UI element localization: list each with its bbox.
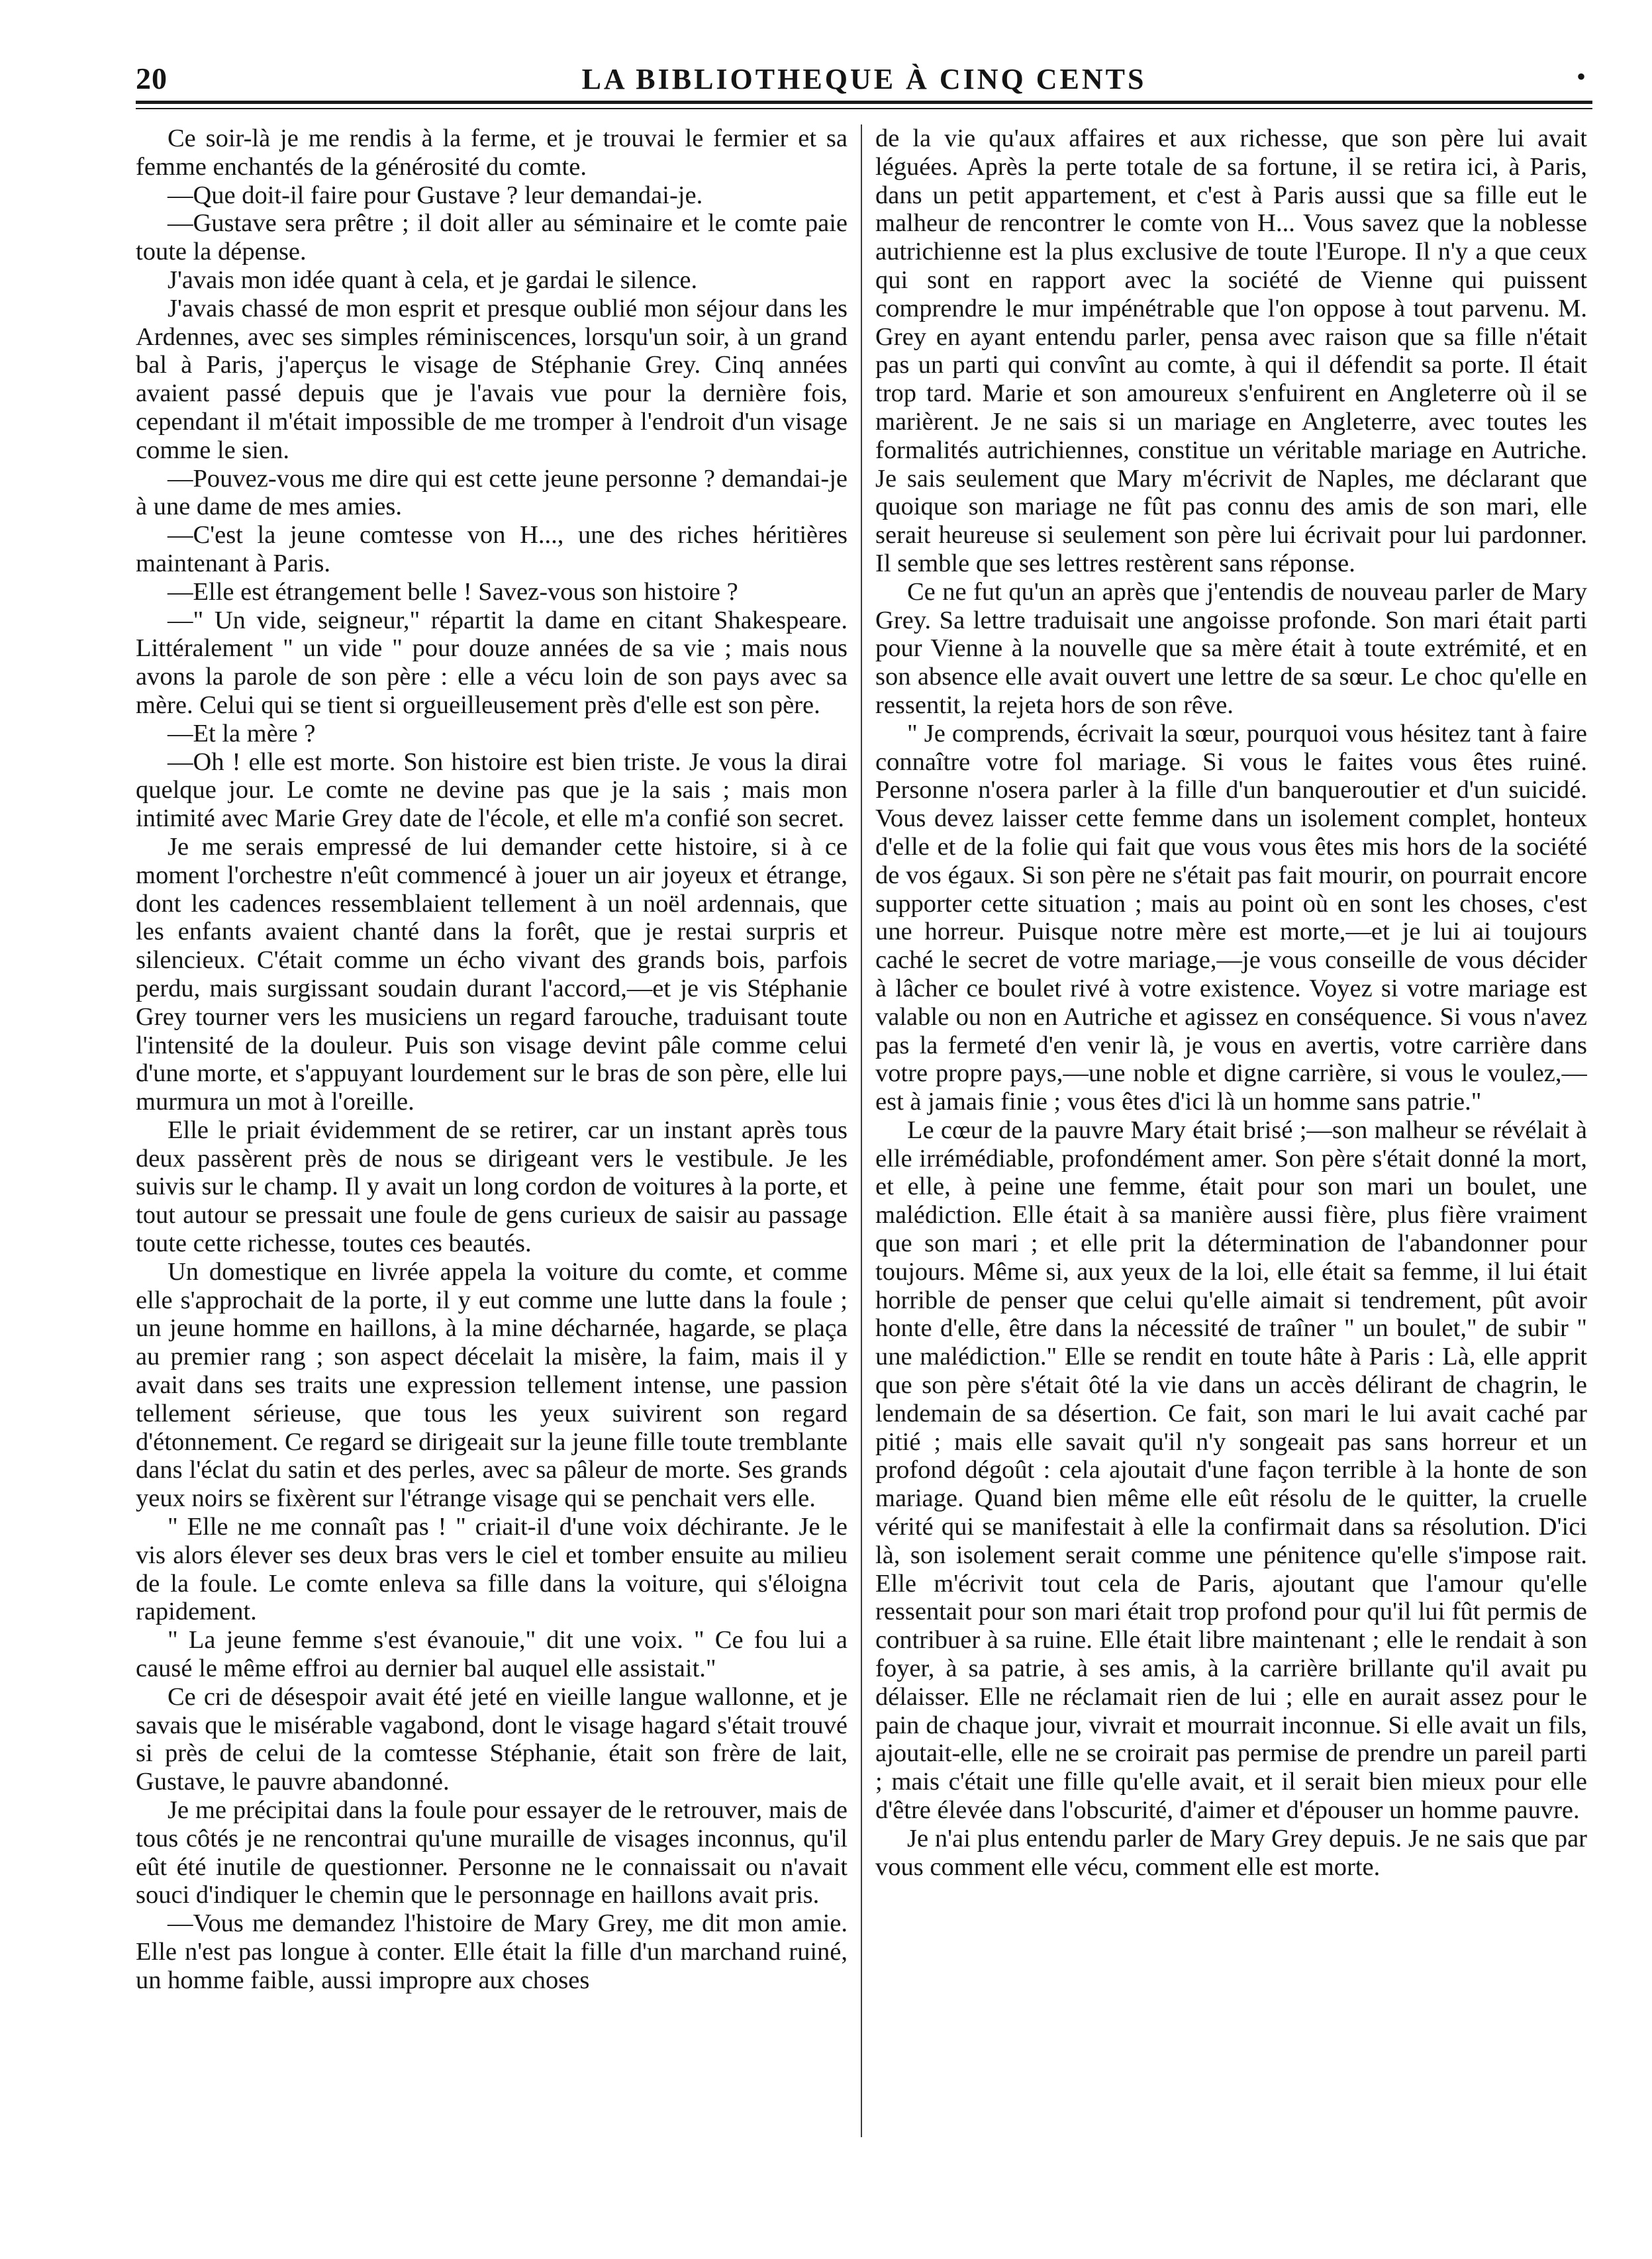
header-rule-thin	[136, 108, 1592, 109]
paragraph: —Oh ! elle est morte. Son histoire est bien triste. Je vous la dirai quelque jour. Le comte ne devine pas que je la sais ; mais mon intimité avec Marie Grey date de l'école, et elle m'a confié son secret.	[136, 747, 848, 833]
paragraph: J'avais chassé de mon esprit et presque oublié mon séjour dans les Ardennes, avec ses simples réminiscences, lorsqu'un soir, à un grand bal à Paris, j'aperçus le visage de Stéphanie Grey. Cinq années avaient passé depuis que je l'avais vue pour la dernière fois, cependant il m'était impossible de me tromper à l'endroit d'un visage comme le sien.	[136, 294, 848, 464]
paragraph: de la vie qu'aux affaires et aux richesse, que son père lui avait léguées. Après la perte totale de sa fortune, il se retira ici, à Paris, dans un petit appartement, et c'est à Paris aussi que sa fille eut le malheur de rencontrer le comte von H... Vous savez que la noblesse autrichienne est la plus exclusive de toute l'Europe. Il n'y a que ceux qui sont en rapport avec la société de Vienne qui puissent comprendre le mur impénétrable que l'on oppose à tout parvenu. M. Grey en ayant entendu parler, pensa avec raison que sa fille n'était pas un parti qui convînt au comte, à qui il défendit sa porte. Il était trop tard. Marie et son amoureux s'enfuirent en Angleterre où il se marièrent. Je ne sais si un mariage en Angleterre, avec toutes les formalités autrichiennes, constitue un véritable mariage en Autriche. Je sais seulement que Mary m'écrivit de Naples, me déclarant que quoique son mariage ne fût pas connu des amis de son mari, elle serait heureuse si seulement son père lui écrivait pour lui pardonner. Il semble que ses lettres restèrent sans réponse.	[875, 124, 1587, 577]
paragraph: Ce cri de désespoir avait été jeté en vieille langue wallonne, et je savais que le misérable vagabond, dont le visage hagard s'était trouvé si près de celui de la comtesse Stéphanie, était son frère de lait, Gustave, le pauvre abandonné.	[136, 1682, 848, 1796]
paragraph: J'avais mon idée quant à cela, et je gardai le silence.	[168, 265, 698, 294]
paragraph: —Pouvez-vous me dire qui est cette jeune personne ? demandai-je à une dame de mes amies.	[136, 464, 848, 521]
paragraph: Je n'ai plus entendu parler de Mary Grey depuis. Je ne sais que par vous comment elle vécu, comment elle est morte.	[875, 1824, 1587, 1881]
paragraph: Un domestique en livrée appela la voiture du comte, et comme elle s'approchait de la porte, il y eut comme une lutte dans la foule ; un jeune homme en haillons, à la mine décharnée, hagarde, se plaça au premier rang ; son aspect décelait la misère, la faim, mais il y avait dans ses traits une expression tellement intense, une passion tellement sérieuse, que tous les yeux suivirent son regard d'étonnement. Ce regard se dirigeait sur la jeune fille toute tremblante dans l'éclat du satin et des perles, avec sa pâleur de morte. Ses grands yeux noirs se fixèrent sur l'étrange visage qui se penchait vers elle.	[136, 1257, 848, 1513]
paragraph: Elle le priait évidemment de se retirer, car un instant après tous deux passèrent près de nous se dirigeant vers le vestibule. Je les suivis sur le champ. Il y avait un long cordon de voitures à la porte, et tout autour se pressait une foule de gens curieux de saisir au passage toute cette richesse, toutes ces beautés.	[136, 1116, 848, 1258]
paragraph: —Que doit-il faire pour Gustave ? leur demandai-je.	[168, 181, 703, 209]
text-column-left	[136, 124, 848, 2150]
header-rule	[136, 101, 1592, 104]
paragraph: Ce soir-là je me rendis à la ferme, et je trouvai le fermier et sa femme enchantés de la générosité du comte.	[136, 124, 848, 181]
column-divider	[861, 124, 862, 2137]
header-mark: •	[1576, 62, 1586, 91]
paragraph: Le cœur de la pauvre Mary était brisé ;—son malheur se révélait à elle irrémédiable, profondément amer. Son père s'était donné la mort, et elle, à peine une femme, était pour son mari un boulet, une malédiction. Elle était à sa manière aussi fière, plus fière vraiment que son mari ; et elle prit la détermination de l'abandonner pour toujours. Même si, aux yeux de la loi, elle était sa femme, il lui était horrible de penser que celui qu'elle aimait si tendrement, pût avoir honte d'elle, être dans la nécessité de traîner " un boulet," de subir " une malédiction." Elle se rendit en toute hâte à Paris : Là, elle apprit que son père s'était ôté la vie dans un accès délirant de chagrin, le lendemain de sa désertion. Ce fait, son mari le lui avait caché par pitié ; mais elle savait qu'il n'y songeait pas sans horreur et un profond dégoût : cela ajoutait d'une façon terrible à la honte de son mariage. Quand bien même elle eût résolu de le quitter, la cruelle vérité qui se manifestait à elle la confirmait dans sa résolution. D'ici là, son isolement serait comme une pénitence qu'elle s'impose rait. Elle m'écrivit tout cela de Paris, ajoutant que l'amour qu'elle ressentait pour son mari était trop profond pour qu'il lui fût permis de contribuer à sa ruine. Elle était libre maintenant ; elle le rendait à son foyer, à sa patrie, à ses amis, à la carrière brillante qu'il avait pu délaisser. Elle ne réclamait rien de lui ; elle en aurait assez pour le pain de chaque jour, vivrait et mourrait inconnue. Si elle avait un fils, ajoutait-elle, elle ne se croirait pas permise de prendre un pareil parti ; mais c'était une fille qu'elle avait, et il serait bien mieux pour elle d'être élevée dans l'obscurité, d'aimer et d'épouser un homme pauvre.	[875, 1116, 1587, 1825]
running-title: LA BIBLIOTHEQUE À CINQ CENTS	[581, 63, 1147, 95]
paragraph: " Elle ne me connaît pas ! " criait-il d'une voix déchirante. Je le vis alors élever ses deux bras vers le ciel et tomber ensuite au milieu de la foule. Le comte enleva sa fille dans la voiture, qui s'éloigna rapidement.	[136, 1513, 848, 1626]
paragraph: —Vous me demandez l'histoire de Mary Grey, me dit mon amie. Elle n'est pas longue à conter. Elle était la fille d'un marchand ruiné, un homme faible, aussi impropre aux choses	[136, 1909, 848, 1994]
paragraph: Ce ne fut qu'un an après que j'entendis de nouveau parler de Mary Grey. Sa lettre traduisait une angoisse profonde. Son mari était parti pour Vienne à la nouvelle que sa mère était à toute extrémité, et en son absence elle avait ouvert une lettre de sa sœur. Le choc qu'elle en ressentit, la rejeta hors de son rêve.	[875, 577, 1587, 719]
paragraph: " Je comprends, écrivait la sœur, pourquoi vous hésitez tant à faire connaître votre fol mariage. Si vous le faites vous êtes ruiné. Personne n'osera parler à la fille d'un banqueroutier et d'un suicidé. Vous devez laisser cette femme dans un isolement complet, honteux d'elle et de la folie qui fait que vous vous êtes mis hors de la société de vos égaux. Si son père ne s'était pas fait mourir, on pourrait encore supporter cette situation ; mais au point où en sont les choses, c'est une horreur. Puisque notre mère est morte,—et je lui ai toujours caché le secret de votre mariage,—je vous conseille de vous décider à lâcher ce boulet rivé à votre existence. Voyez si votre mariage est valable ou non en Autriche et agissez en conséquence. Si vous n'avez pas la fermeté d'en venir là, je vous en avertis, votre carrière dans votre propre pays,—une noble et digne carrière, si vous le voulez,—est à jamais finie ; vous êtes d'ici là un homme sans patrie."	[875, 719, 1587, 1116]
paragraph: Je me précipitai dans la foule pour essayer de le retrouver, mais de tous côtés je ne rencontrai qu'une muraille de visages inconnus, qu'il eût été inutile de questionner. Personne ne le connaissait ou n'avait souci d'indiquer le chemin que le personnage en haillons avait pris.	[136, 1796, 848, 1909]
paragraph: Je me serais empressé de lui demander cette histoire, si à ce moment l'orchestre n'eût commencé à jouer un air joyeux et étrange, dont les cadences ressemblaient tellement à un noël ardennais, que les enfants avaient chanté dans la forêt, que je restai surpris et silencieux. C'était comme un écho vivant des grands bois, parfois perdu, mais surgissant soudain durant l'accord,—et je vis Stéphanie Grey tourner vers les musiciens un regard farouche, traduisant toute l'intensité de la douleur. Puis son visage devint pâle comme celui d'une morte, et s'appuyant lourdement sur le bras de son père, elle lui murmura un mot à l'oreille.	[136, 832, 848, 1116]
paragraph: —C'est la jeune comtesse von H..., une des riches héritières maintenant à Paris.	[136, 521, 848, 577]
page-number: 20	[136, 62, 168, 95]
page-header	[136, 61, 1592, 101]
paragraph: " La jeune femme s'est évanouie," dit une voix. " Ce fou lui a causé le même effroi au dernier bal auquel elle assistait."	[136, 1626, 848, 1683]
paragraph: —Gustave sera prêtre ; il doit aller au séminaire et le comte paie toute la dépense.	[136, 209, 848, 266]
text-column-right	[875, 124, 1587, 2150]
paragraph: —" Un vide, seigneur," répartit la dame en citant Shakespeare. Littéralement " un vide " pour douze années de sa vie ; mais nous avons la parole de son père : elle a vécu loin de son pays avec sa mère. Celui qui se tient si orgueilleusement près d'elle est son père.	[136, 606, 848, 719]
paragraph: —Et la mère ?	[168, 719, 316, 747]
paragraph: —Elle est étrangement belle ! Savez-vous son histoire ?	[168, 577, 738, 606]
